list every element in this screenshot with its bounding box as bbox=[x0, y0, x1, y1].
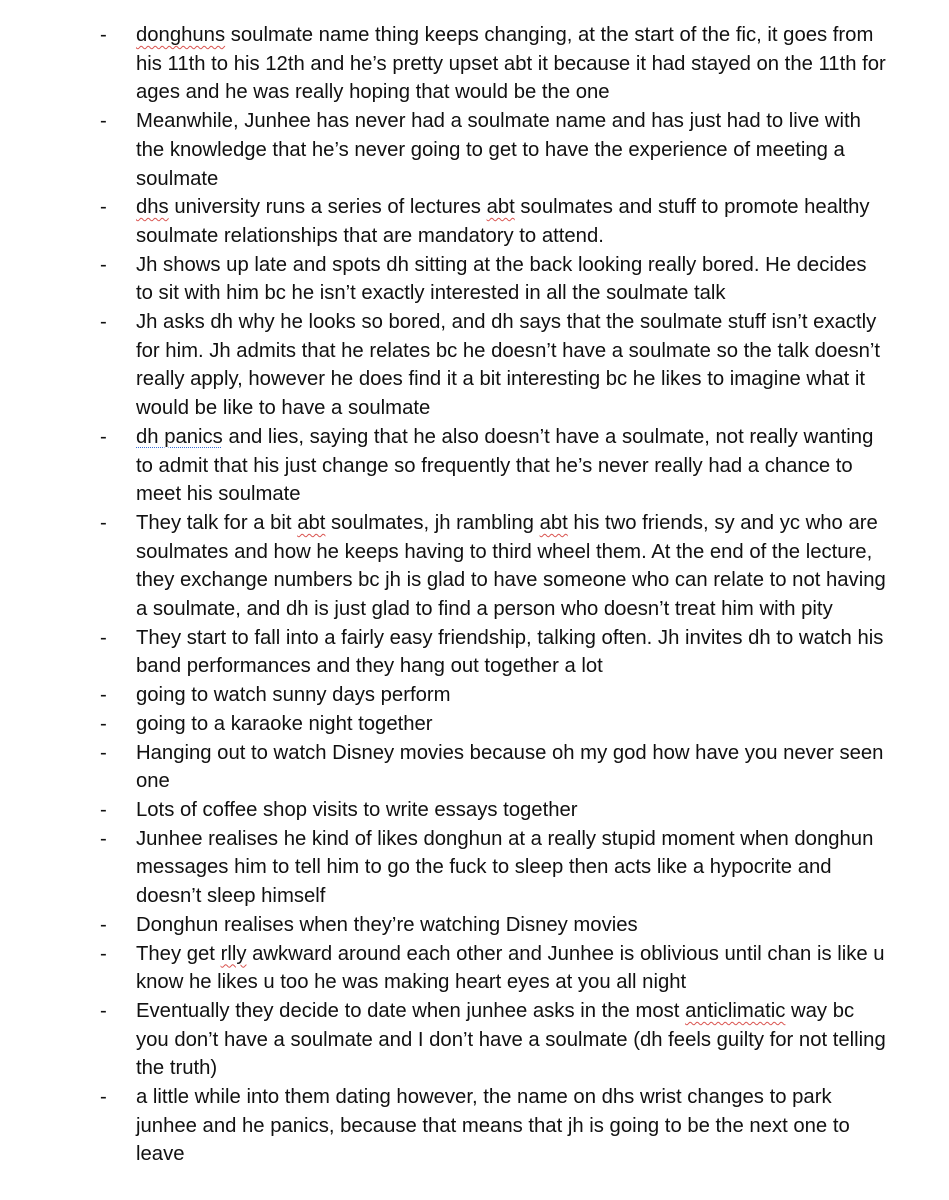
spellcheck-underlined-word[interactable]: abt bbox=[539, 511, 568, 534]
text-segment: Jh shows up late and spots dh sitting at the back looking really bored. He decides to sit with him bc he isn’t exactly interested in all the soulmate talk bbox=[136, 253, 867, 305]
bullet-dash: - bbox=[100, 24, 107, 46]
bullet-text bbox=[136, 1083, 889, 1169]
bullet-dash: - bbox=[100, 511, 107, 534]
bullet-text bbox=[136, 193, 889, 250]
bullet-dash: - bbox=[100, 425, 107, 448]
spellcheck-underlined-word[interactable]: donghuns bbox=[136, 24, 226, 46]
bullet-text bbox=[136, 940, 889, 997]
text-segment: They get bbox=[136, 942, 221, 965]
text-segment: his two friends, sy and yc who are soulmates and how he keeps having to third wheel them. At the end of the lecture, they exchange numbers bc jh is glad to have someone who can relate to not having a soulmate, and dh is just glad to find a person who doesn’t treat him with pity bbox=[136, 511, 886, 621]
spellcheck-underlined-word[interactable]: anticlimatic bbox=[685, 999, 786, 1022]
list-item bbox=[0, 710, 949, 739]
text-segment: a little while into them dating however, the name on dhs wrist changes to park junhee and he panics, because that means that jh is going to be the next one to leave bbox=[136, 1086, 850, 1166]
bullet-dash: - bbox=[100, 311, 107, 334]
list-item bbox=[0, 681, 949, 710]
text-segment: Donghun realises when they’re watching Disney movies bbox=[136, 913, 638, 936]
list-item bbox=[0, 624, 949, 681]
spellcheck-underlined-word[interactable]: abt bbox=[297, 511, 326, 534]
text-segment: Eventually they decide to date when junhee asks in the most bbox=[136, 999, 686, 1022]
list-item bbox=[0, 1083, 949, 1169]
bullet-text bbox=[136, 739, 889, 796]
bullet-dash: - bbox=[100, 684, 107, 707]
grammar-underlined-phrase[interactable]: dh panics bbox=[136, 425, 223, 448]
bullet-text bbox=[136, 997, 889, 1083]
list-item bbox=[0, 739, 949, 796]
bullet-dash: - bbox=[100, 741, 107, 764]
bullet-dash: - bbox=[100, 798, 107, 821]
text-segment: awkward around each other and Junhee is oblivious until chan is like u know he likes u too he was making heart eyes at you all night bbox=[136, 942, 885, 994]
bullet-text bbox=[136, 251, 889, 308]
text-segment: They talk for a bit bbox=[136, 511, 298, 534]
text-segment: university runs a series of lectures bbox=[168, 196, 487, 219]
bullet-dash: - bbox=[100, 110, 107, 133]
list-item bbox=[0, 251, 949, 308]
bullet-dash: - bbox=[100, 626, 107, 649]
bullet-dash: - bbox=[100, 1086, 107, 1109]
bullet-dash: - bbox=[100, 827, 107, 850]
list-item bbox=[0, 308, 949, 423]
spellcheck-underlined-word[interactable]: rlly bbox=[220, 942, 247, 965]
text-segment: Lots of coffee shop visits to write essays together bbox=[136, 798, 578, 821]
text-segment: Hanging out to watch Disney movies because oh my god how have you never seen one bbox=[136, 741, 884, 793]
bullet-dash: - bbox=[100, 712, 107, 735]
spellcheck-underlined-word[interactable]: dhs bbox=[136, 196, 169, 219]
bullet-text bbox=[136, 509, 889, 624]
list-item bbox=[0, 509, 949, 624]
bullet-text bbox=[136, 308, 889, 423]
bullet-text bbox=[136, 825, 889, 911]
bullet-text bbox=[136, 423, 889, 509]
list-item bbox=[0, 796, 949, 825]
bullet-dash: - bbox=[100, 913, 107, 936]
list-item bbox=[0, 997, 949, 1083]
text-segment: soulmates and stuff to promote healthy soulmate relationships that are mandatory to attend. bbox=[136, 196, 870, 247]
bullet-list bbox=[0, 21, 949, 1169]
text-segment: way bc you don’t have a soulmate and I don’t have a soulmate (dh feels guilty for not telling the truth) bbox=[136, 999, 886, 1080]
list-item bbox=[0, 940, 949, 997]
bullet-dash: - bbox=[100, 196, 107, 219]
list-item bbox=[0, 911, 949, 940]
bullet-text bbox=[136, 21, 889, 107]
bullet-dash: - bbox=[100, 999, 107, 1022]
text-segment: soulmate name thing keeps changing, at the start of the fic, it goes from his 11th to his 12th and he’s pretty upset abt it because it had stayed on the 11th for ages and he was really hoping that would be the one bbox=[136, 24, 886, 104]
list-item bbox=[0, 21, 949, 107]
text-segment: Meanwhile, Junhee has never had a soulmate name and has just had to live with the knowledge that he’s never going to get to have the experience of meeting a soulmate bbox=[136, 110, 861, 190]
bullet-text bbox=[136, 796, 889, 825]
bullet-text bbox=[136, 681, 889, 710]
bullet-dash: - bbox=[100, 942, 107, 965]
list-item bbox=[0, 193, 949, 250]
bullet-text bbox=[136, 710, 889, 739]
bullet-text bbox=[136, 911, 889, 940]
list-item bbox=[0, 107, 949, 193]
text-segment: going to a karaoke night together bbox=[136, 712, 433, 735]
list-item bbox=[0, 423, 949, 509]
text-segment: going to watch sunny days perform bbox=[136, 684, 451, 707]
text-segment: soulmates, jh rambling bbox=[325, 511, 540, 534]
bullet-dash: - bbox=[100, 253, 107, 276]
text-segment: They start to fall into a fairly easy friendship, talking often. Jh invites dh to watch his band performances and they hang out together a lot bbox=[136, 626, 884, 678]
list-item bbox=[0, 825, 949, 911]
text-segment: Jh asks dh why he looks so bored, and dh says that the soulmate stuff isn’t exactly for him. Jh admits that he relates bc he doesn’t have a soulmate so the talk doesn’t really apply, however he does find it a bit interesting bc he likes to imagine what it would be like to have a soulmate bbox=[136, 311, 881, 420]
spellcheck-underlined-word[interactable]: abt bbox=[486, 196, 515, 219]
bullet-text bbox=[136, 624, 889, 681]
text-segment: and lies, saying that he also doesn’t have a soulmate, not really wanting to admit that his just change so frequently that he’s never really had a chance to meet his soulmate bbox=[136, 425, 874, 506]
text-segment: Junhee realises he kind of likes donghun at a really stupid moment when donghun messages him to tell him to go the fuck to sleep then acts like a hypocrite and doesn’t sleep himself bbox=[136, 827, 874, 908]
bullet-text bbox=[136, 107, 889, 193]
